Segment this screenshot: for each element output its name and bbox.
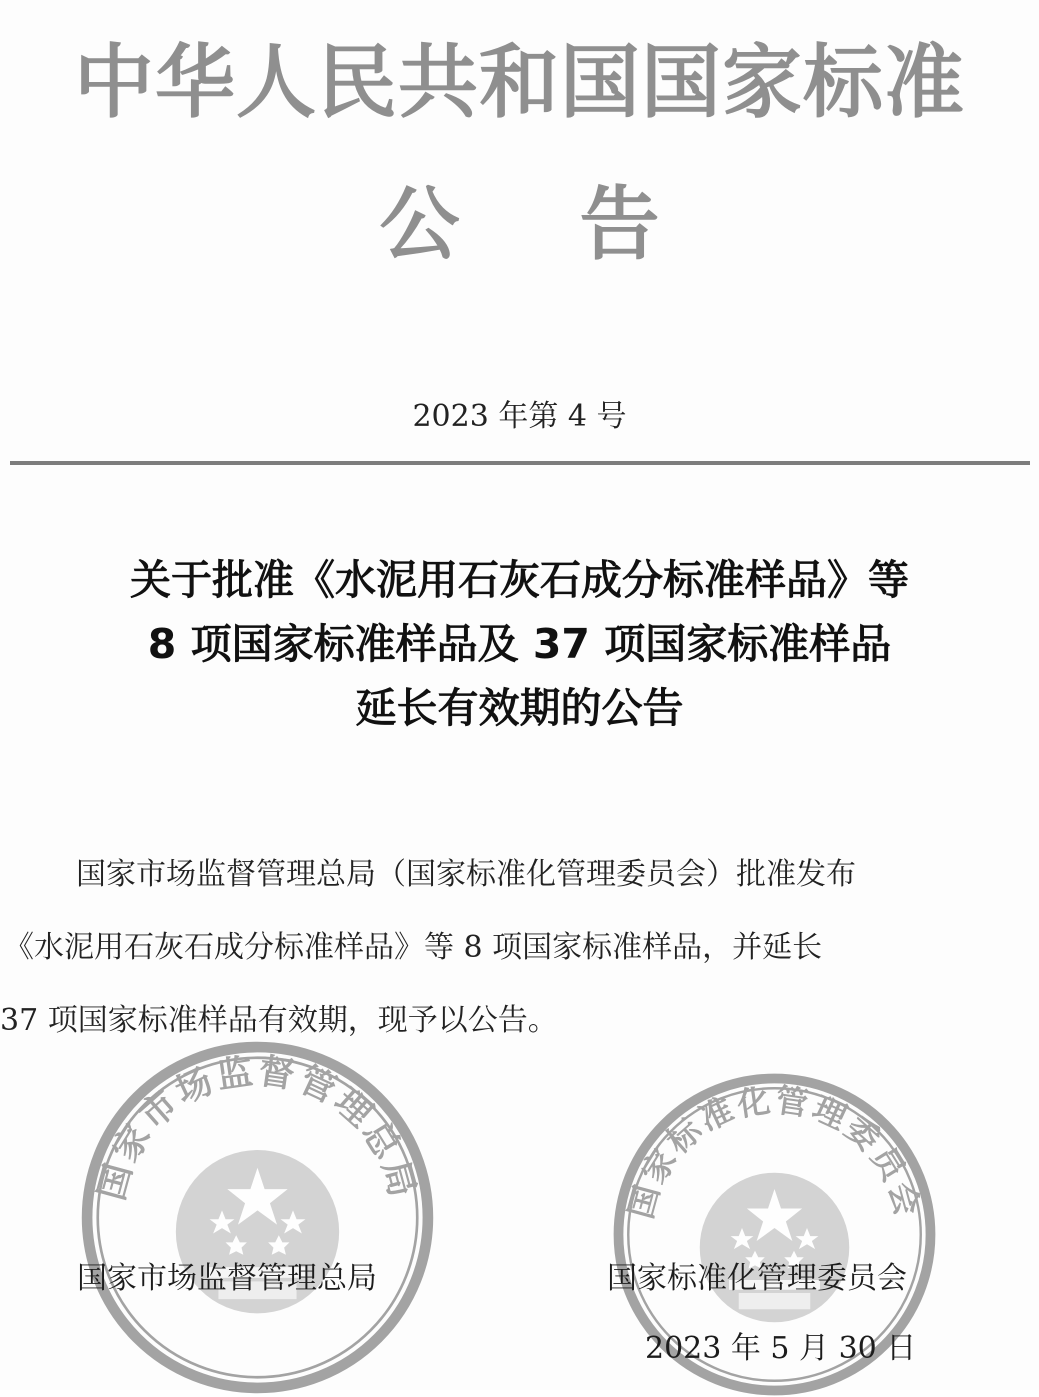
seal-right-text: 国家标准化管理委员会 (621, 1081, 928, 1223)
announcement-body (0, 838, 1039, 1057)
title-line-1: 关于批准《水泥用石灰石成分标准样品》等 (130, 556, 909, 604)
header-divider (10, 461, 1030, 465)
body-line-3: 37 项国家标准样品有效期，现予以公告。 (0, 1003, 558, 1038)
seal-left-text: 国家市场监督管理总局 (91, 1050, 424, 1205)
seal-market-regulation (80, 1040, 435, 1395)
body-line-2: 《水泥用石灰石成分标准样品》等 8 项国家标准样品，并延长 (4, 930, 823, 965)
signatory-market-regulation: 国家市场监督管理总局 (77, 1261, 377, 1296)
notice-heading: 公告 (379, 178, 780, 271)
body-line-1: 国家市场监督管理总局（国家标准化管理委员会）批准发布 (76, 857, 856, 892)
signatory-standardization-admin: 国家标准化管理委员会 (607, 1261, 907, 1296)
title-line-3: 延长有效期的公告 (355, 684, 684, 732)
announcement-title (0, 548, 1039, 740)
issue-date: 2023 年 5 月 30 日 (645, 1331, 917, 1366)
title-line-2: 8 项国家标准样品及 37 项国家标准样品 (147, 620, 892, 668)
masthead-title: 中华人民共和国国家标准 (74, 36, 965, 129)
document-number: 2023 年第 4 号 (412, 399, 627, 434)
